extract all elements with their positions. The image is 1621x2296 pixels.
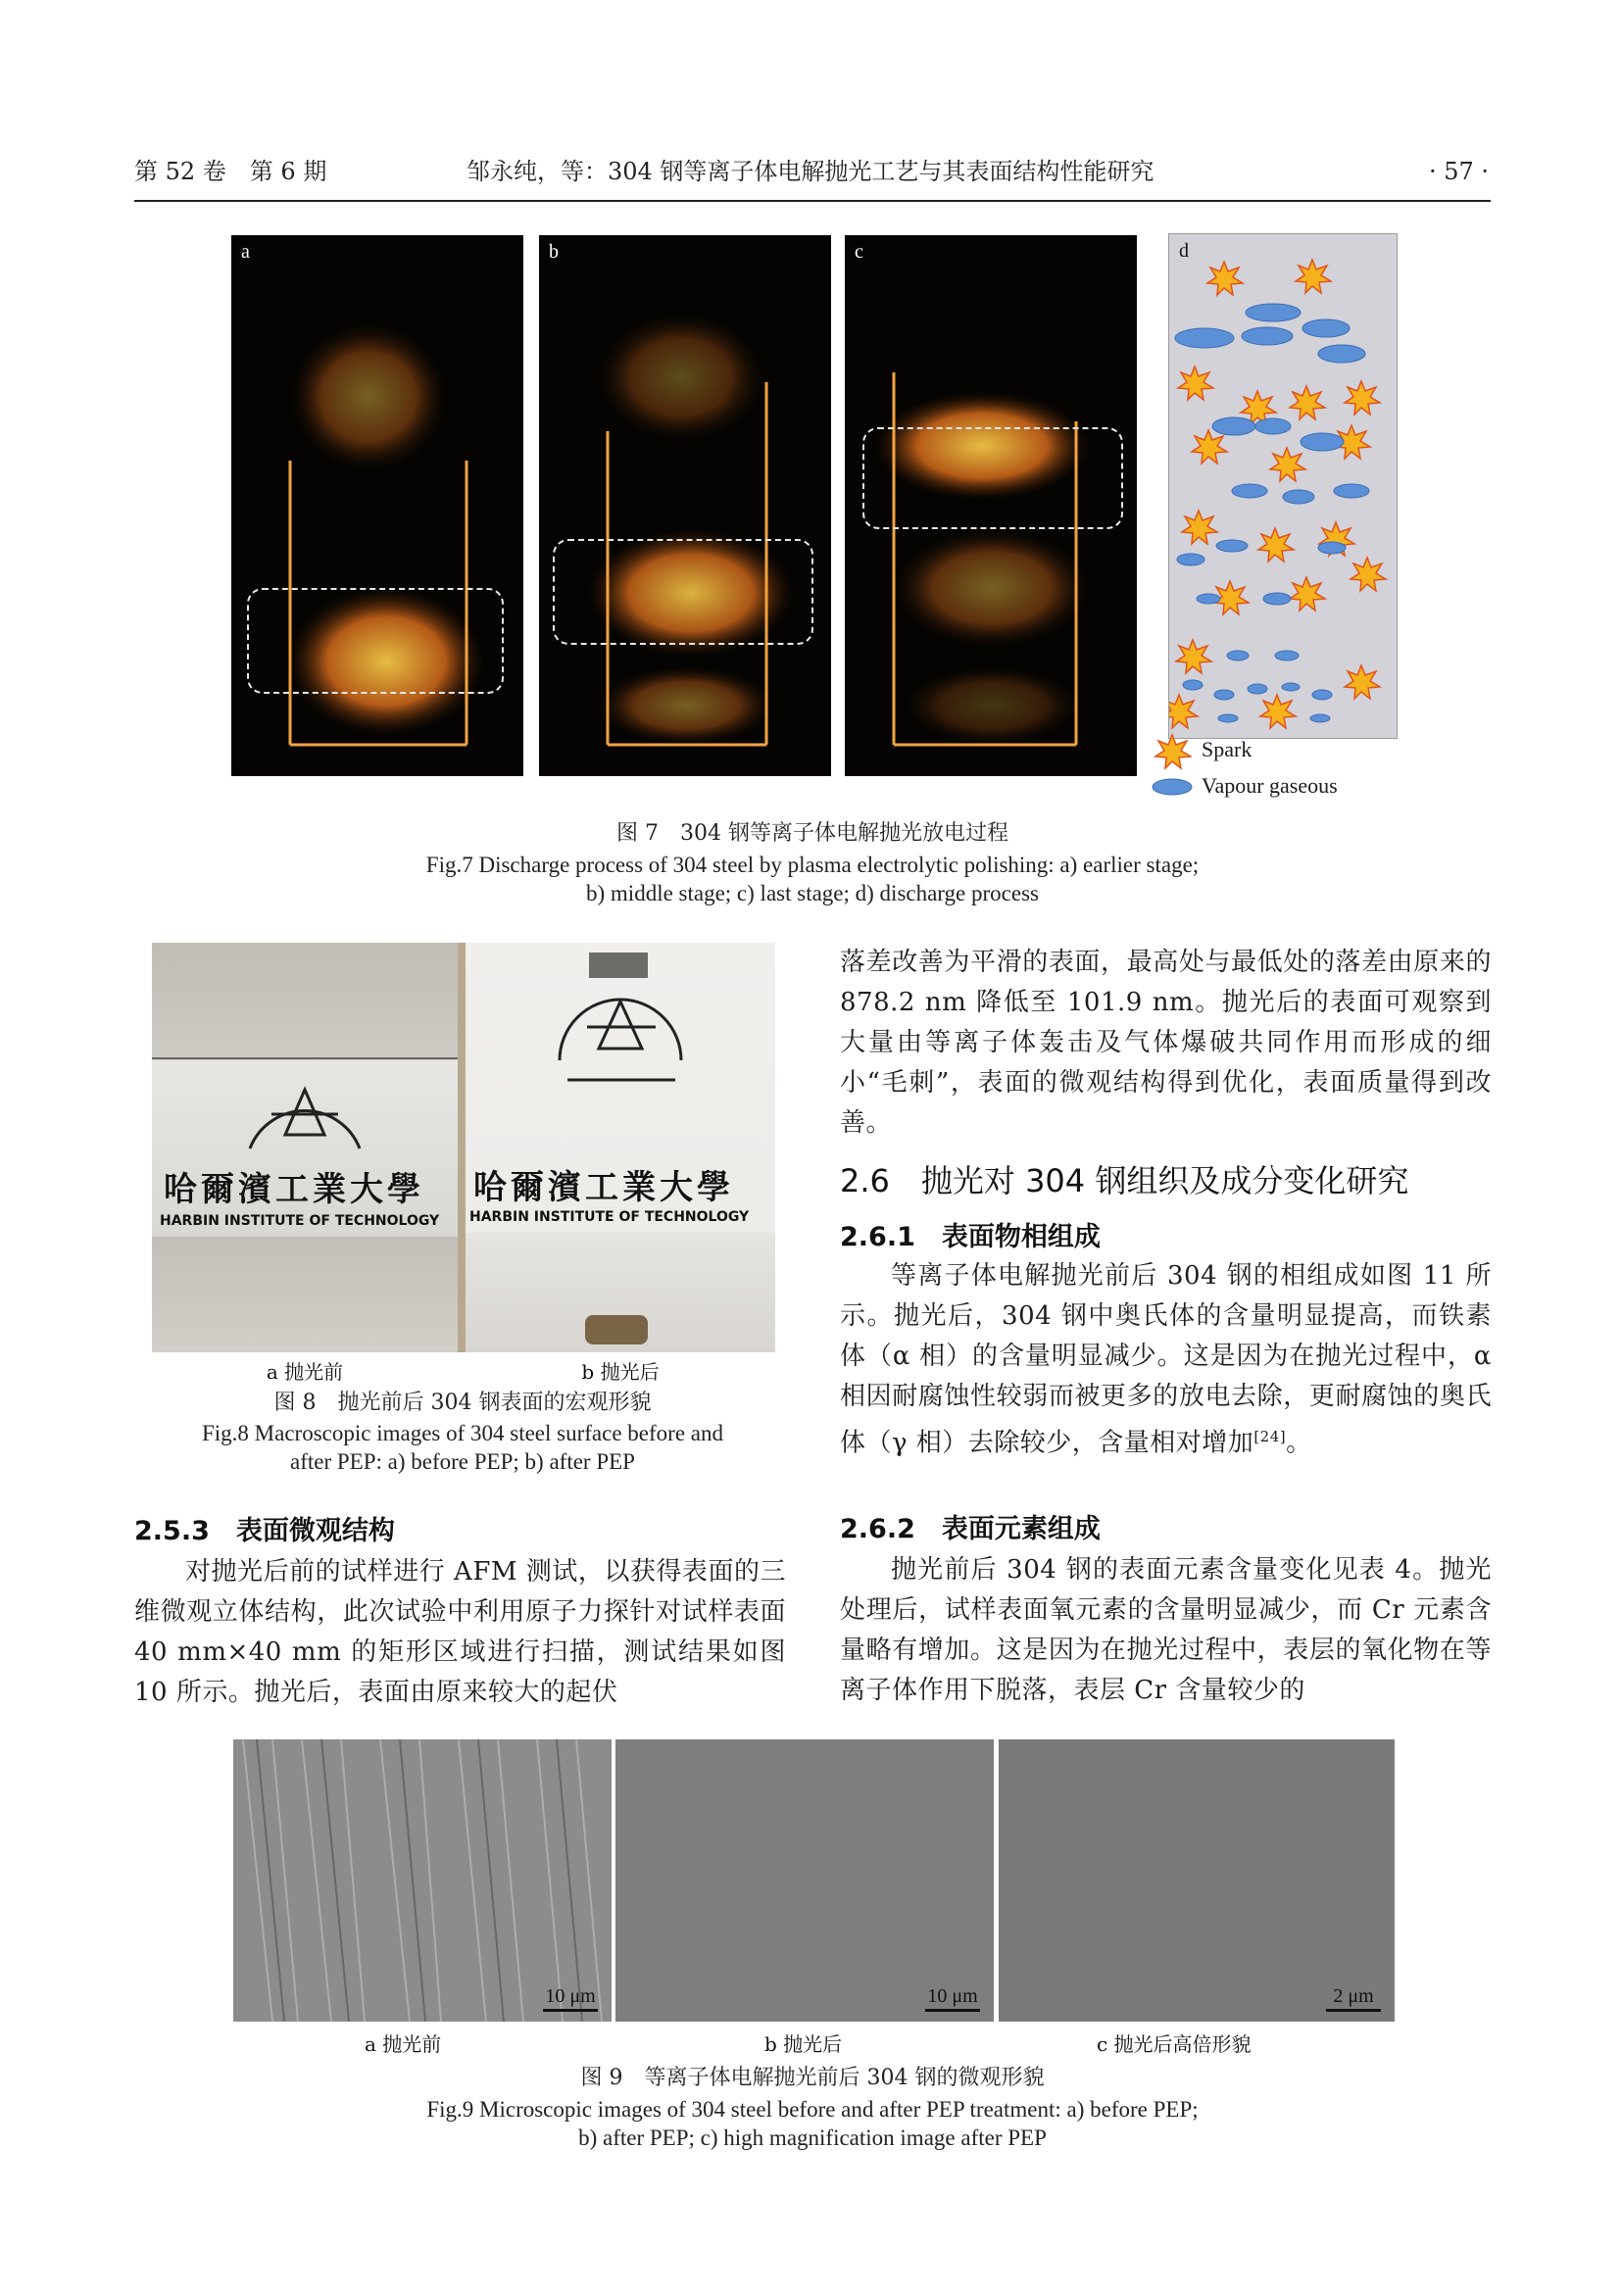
university-emblem	[466, 943, 775, 1158]
panel-label: c	[855, 241, 863, 263]
section-heading-2-6-2: 2.6.2 表面元素组成	[840, 1514, 1101, 1544]
fig7-caption-en-1: Fig.7 Discharge process of 304 steel by plasma electrolytic polishing: a) earlier stage;	[425, 853, 1200, 877]
panel-label: d	[1179, 240, 1189, 262]
panel-label: b	[549, 241, 559, 263]
legend-spark-label: Spark	[1202, 737, 1253, 761]
section-heading-2-5-3: 2.5.3 表面微观结构	[134, 1516, 395, 1546]
scale-bar	[1326, 1985, 1381, 2012]
section-heading-2-6-1: 2.6.1 表面物相组成	[840, 1222, 1101, 1252]
logo-english: HARBIN INSTITUTE OF TECHNOLOGY	[469, 1209, 750, 1225]
mirror-area	[152, 1237, 458, 1352]
legend-vapour-label: Vapour gaseous	[1202, 773, 1338, 798]
page-number: · 57 ·	[1429, 158, 1490, 185]
body-paragraph-elements: 抛光前后 304 钢的表面元素含量变化见表 4。抛光处理后，试样表面氧元素的含量明显减少，而 Cr 元素含量略有增加。这是因为在抛光过程中，表层的氧化物在等离子体作用下脱落，表层 Cr 含量较少的	[840, 1555, 1492, 1705]
fig8-caption-cn: 图 8 抛光前后 304 钢表面的宏观形貌	[273, 1391, 652, 1415]
fig9-caption-en-2: b) after PEP; c) high magnification image after PEP	[578, 2125, 1047, 2150]
fig7-panel-c	[845, 235, 1137, 776]
highlight-box	[862, 427, 1123, 529]
panel-label: a	[241, 241, 250, 263]
journal-volume: 第 52 卷 第 6 期	[134, 158, 327, 185]
body-paragraph-continued: 落差改善为平滑的表面，最高处与最低处的落差由原来的 878.2 nm 降低至 101.9 nm。抛光后的表面可观察到大量由等离子体轰击及气体爆破共同作用而形成的细小“毛刺”，表面的微观结构得到优化，表面质量得到改善。	[840, 948, 1492, 1138]
citation-ref: [24]	[1253, 1428, 1287, 1445]
spark-legend-icon	[1153, 733, 1192, 772]
fig9-sem-after	[615, 1739, 994, 2022]
fig9-caption-en-1: Fig.9 Microscopic images of 304 steel before and after PEP treatment: a) before PEP;	[426, 2097, 1199, 2122]
phase-text: 等离子体电解抛光前后 304 钢的相组成如图 11 所示。抛光后，304 钢中奥氏体的含量明显提高，而铁素体（α 相）的含量明显减少。这是因为在抛光过程中，α 相因耐腐蚀性较弱而被更多的放电去除，更耐腐蚀的奥氏体（γ 相）去除较少，含量相对增加	[840, 1261, 1492, 1458]
fig9-caption-cn: 图 9 等离子体电解抛光前后 304 钢的微观形貌	[580, 2066, 1045, 2090]
fig8-caption-en-1: Fig.8 Macroscopic images of 304 steel surface before and	[201, 1421, 723, 1445]
scale-bar	[925, 1985, 980, 2012]
discharge-schematic	[1169, 234, 1397, 738]
fig9-sub-b: b 抛光后	[764, 2032, 843, 2056]
university-emblem	[152, 943, 458, 1158]
mirror-reflection	[585, 1315, 648, 1344]
fig7-panel-b	[539, 235, 831, 776]
body-paragraph-afm: 对抛光后前的试样进行 AFM 测试，以获得表面的三维微观立体结构，此次试验中利用原子力探针对试样表面 40 mm×40 mm 的矩形区域进行扫描，测试结果如图 10 所示。抛光后，表面由原来较大的起伏	[134, 1557, 786, 1707]
fig9-sem-high-mag	[999, 1739, 1395, 2022]
logo-chinese: 哈爾濱工業大學	[473, 1168, 734, 1207]
logo-chinese: 哈爾濱工業大學	[164, 1170, 424, 1209]
fig8-caption-en-2: after PEP: a) before PEP; b) after PEP	[290, 1449, 635, 1474]
fig7-panel-d	[1168, 233, 1398, 739]
fig8-after-photo	[466, 943, 775, 1352]
fig9-sem-before	[233, 1739, 612, 2022]
logo-english: HARBIN INSTITUTE OF TECHNOLOGY	[160, 1213, 440, 1229]
fig9-sub-a: a 抛光前	[365, 2032, 442, 2056]
bubble-legend-icon	[1151, 776, 1194, 798]
discharge-image-a	[231, 235, 523, 776]
fig7-caption-en-2: b) middle stage; c) last stage; d) discharge process	[586, 881, 1039, 905]
scale-bar	[543, 1985, 598, 2012]
header-rule	[134, 200, 1491, 202]
sem-texture-striated	[233, 1739, 612, 2022]
fig8-before-photo	[152, 943, 458, 1352]
fig7-panel-a	[231, 235, 523, 776]
body-paragraph-phase	[840, 1256, 1492, 1464]
scale-label: 2 μm	[1333, 1985, 1374, 2007]
highlight-box	[247, 588, 504, 694]
fig7-caption-cn: 图 7 304 钢等离子体电解抛光放电过程	[616, 821, 1008, 846]
fig8-photo	[152, 943, 775, 1352]
phase-text-end: 。	[1286, 1428, 1312, 1458]
running-title: 邹永纯，等：304 钢等离子体电解抛光工艺与其表面结构性能研究	[467, 158, 1154, 185]
section-heading-2-6: 2.6 抛光对 304 钢组织及成分变化研究	[840, 1162, 1409, 1199]
scale-label: 10 μm	[545, 1985, 596, 2007]
highlight-box	[553, 539, 813, 645]
fig8-sub-b: b 抛光后	[581, 1360, 660, 1384]
scale-label: 10 μm	[927, 1985, 978, 2007]
fig8-sub-a: a 抛光前	[266, 1360, 344, 1384]
fig9-sub-c: c 抛光后高倍形貌	[1097, 2032, 1252, 2056]
discharge-image-b	[539, 235, 831, 776]
